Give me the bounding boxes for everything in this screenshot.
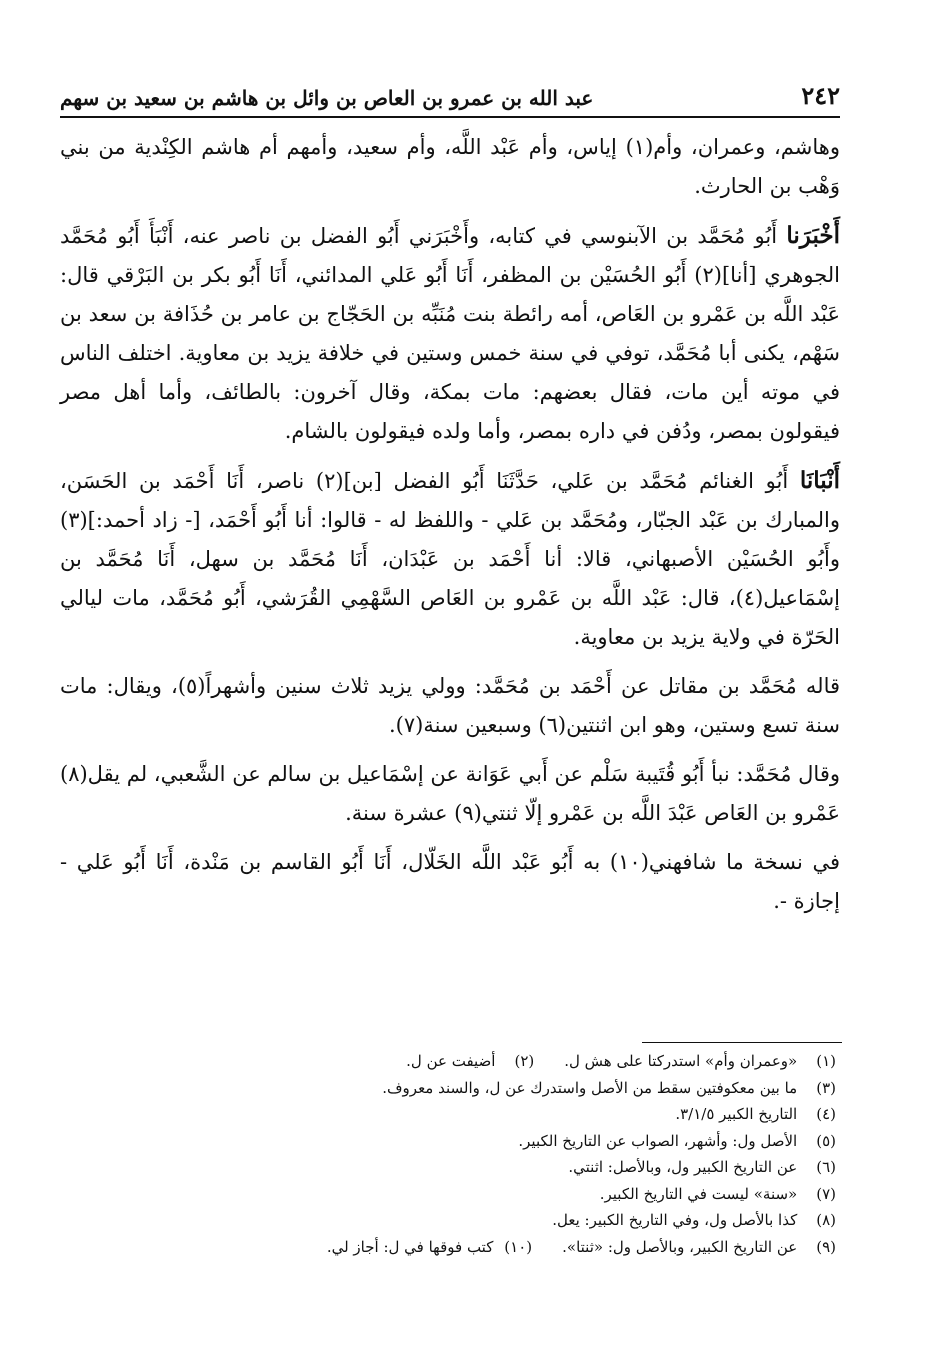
footnote-7 — [600, 1181, 836, 1208]
paragraph-2-text: أَبُو مُحَمَّد بن الآبنوسي في كتابه، وأَخْبَرَني أَبُو الفضل بن ناصر عنه، أَنْبَأَ أَبُو مُحَمَّد الجوهري [أنا](٢) أَبُو الحُسَيْن بن المظفر، أَنَا أَبُو عَلي المدائني، أَنَا أَبُو بكر بن البَرْقي قال: عَبْد اللَّه بن عَمْرو بن العَاص، أمه رائطة بنت مُنَبِّه بن الحَجّاج بن عامر بن حُذَافة بن سعد بن سَهْم، يكنى أبا مُحَمَّد، توفي في سنة خمس وستين في خلافة يزيد بن معاوية. اختلف الناس في موته أين مات، فقال بعضهم: مات بمكة، وقال آخرون: بالطائف، وأما أهل مصر فيقولون بمصر، ودُفن في داره بمصر، وأما ولده فيقولون بالشام. — [60, 224, 840, 443]
page-header — [60, 70, 840, 118]
footnote-text: التاريخ الكبير ٣/١/٥. — [675, 1105, 798, 1123]
paragraph-2 — [60, 216, 840, 451]
main-text — [60, 128, 840, 931]
paragraph-1: وهاشم، وعمران، وأم(١) إياس، وأم عَبْد اللَّه، وأم سعيد، وأمهم أم هاشم الكِنْدية من بني وَهْب بن الحارث. — [60, 135, 840, 198]
footnote-number: (٥) — [816, 1131, 836, 1150]
paragraph-6: في نسخة ما شافهني(١٠) به أَبُو عَبْد اللَّه الخَلّال، أَنَا أَبُو القاسم بن مَنْدة، أَنَا أَبُو عَلي - إجازة -. — [60, 850, 840, 913]
footnote-6 — [568, 1154, 836, 1181]
footnote-number: (٩) — [816, 1237, 836, 1256]
running-title: عبد الله بن عمرو بن العاص بن وائل بن هاشم بن سعيد بن سهم — [60, 86, 594, 110]
footnote-text: ما بين معكوفتين سقط من الأصل واستدرك عن ل، والسند معروف. — [382, 1078, 798, 1097]
footnote-row — [120, 1181, 836, 1208]
footnote-5 — [518, 1128, 836, 1155]
footnote-number: (٣) — [816, 1078, 836, 1097]
footnote-number: (٧) — [816, 1184, 836, 1203]
footnote-9 — [562, 1234, 836, 1261]
footnote-number: (٤) — [816, 1105, 836, 1123]
footnote-text: الأصل ول: وأشهر، الصواب عن التاريخ الكبير. — [518, 1131, 798, 1150]
footnote-1 — [564, 1048, 836, 1075]
footnote-row — [120, 1234, 836, 1261]
footnote-4 — [675, 1101, 836, 1128]
footnote-text: «سنة» ليست في التاريخ الكبير. — [599, 1184, 798, 1203]
footnote-row — [120, 1075, 836, 1102]
footnote-2 — [406, 1048, 534, 1075]
footnote-text: عن التاريخ الكبير ول، وبالأصل: اثنتي. — [568, 1158, 798, 1176]
footnote-text: عن التاريخ الكبير، وبالأصل ول: «ثنتا». — [562, 1237, 798, 1256]
footnote-number: (٨) — [816, 1211, 836, 1229]
footnote-number: (١٠) — [504, 1237, 533, 1256]
footnote-number: (٢) — [514, 1052, 535, 1070]
footnote-text: كذا بالأصل ول، وفي التاريخ الكبير: يعل. — [552, 1211, 798, 1229]
page-number: ٢٤٢ — [801, 81, 840, 110]
paragraph-3-lead: أَنْبَانَا — [799, 467, 840, 494]
footnote-10 — [327, 1234, 532, 1261]
paragraph-2-lead: أَخْبَرَنا — [786, 222, 840, 249]
footnote-row — [120, 1048, 836, 1075]
footnote-row — [120, 1207, 836, 1234]
footnotes — [120, 1048, 836, 1260]
paragraph-3-text: أَبُو الغنائم مُحَمَّد بن عَلي، حَدَّثَنَا أَبُو الفضل [بن](٢) ناصر، أَنَا أَحْمَد بن الحَسَن، والمبارك بن عَبْد الجبّار، ومُحَمَّد بن عَلي - واللفظ له - قالوا: أنا أَبُو أَحْمَد، [- زاد أحمد:](٣) وأَبُو الحُسَيْن الأصبهاني، قالا: أنا أَحْمَد بن عَبْدَان، أَنَا مُحَمَّد بن سهل، أَنَا مُحَمَّد بن إسْمَاعيل(٤)، قال: عَبْد اللَّه بن عَمْرو بن العَاص السَّهْمِي القُرَشي، أَبُو مُحَمَّد، مات ليالي الحَرّة في ولاية يزيد بن معاوية. — [60, 469, 840, 649]
footnote-text: أضيفت عن ل. — [406, 1052, 496, 1070]
footnote-row — [120, 1154, 836, 1181]
footnote-text: كتب فوقها في ل: أجاز لي. — [326, 1237, 494, 1256]
footnote-text: «وعمران وأم» استدركتا على هش ل. — [564, 1052, 798, 1070]
paragraph-3 — [60, 461, 840, 657]
footnote-number: (١) — [816, 1052, 836, 1070]
footnote-number: (٦) — [816, 1158, 836, 1176]
footnote-row — [120, 1101, 836, 1128]
footnote-divider — [642, 1042, 842, 1043]
footnote-3 — [382, 1075, 836, 1102]
paragraph-4: قاله مُحَمَّد بن مقاتل عن أَحْمَد بن مُحَمَّد: وولي يزيد ثلاث سنين وأشهراً(٥)، ويقال: مات سنة تسع وستين، وهو ابن اثنتين(٦) وسبعين سنة(٧). — [60, 674, 841, 737]
paragraph-5: وقال مُحَمَّد: نبأ أَبُو قُتَيبة سَلْم عن أَبي عَوَانة عن إسْمَاعيل بن سالم عن الشَّعبي، لم يقل(٨) عَمْرو بن العَاص عَبْدَ اللَّه بن عَمْرو إلّا ثنتي(٩) عشرة سنة. — [60, 762, 840, 825]
footnote-row — [120, 1128, 836, 1155]
footnote-8 — [552, 1207, 836, 1234]
